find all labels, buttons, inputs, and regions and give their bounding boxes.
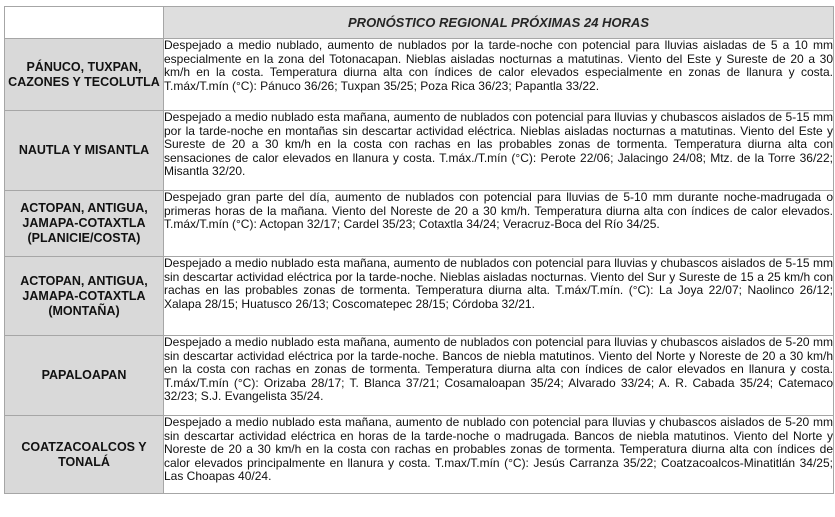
region-forecast: Despejado gran parte del día, aumento de nublados con potencial para lluvias de 5-10 mm durante noche-madrugada o primeras horas de la mañana. Viento del Noreste de 20 a 30 km/h. Temperatura diurna alta con índices de calor elevados. T.máx/T.mín (°C): Actopan 32/17; Cardel 35/23; Cotaxtla 34/24; Veracruz-Boca del Río 34/25. xyxy=(164,191,834,257)
table-row xyxy=(5,111,834,191)
region-name: ACTOPAN, ANTIGUA, JAMAPA-COTAXTLA (MONTAÑA) xyxy=(5,257,164,336)
regional-forecast-table xyxy=(4,6,834,494)
table-row xyxy=(5,336,834,416)
header-corner-cell xyxy=(5,7,164,39)
region-name: PAPALOAPAN xyxy=(5,336,164,416)
region-forecast: Despejado a medio nublado, aumento de nublados por la tarde-noche con potencial para lluvias aisladas de 5 a 10 mm especialmente en la zona del Totonacapan. Nieblas aisladas nocturnas a matutinas. Viento del Este y Sureste de 20 a 30 km/h en la costa. Temperatura diurna alta con índices de calor elevados especialmente en zonas de llanura y costa. T.máx/T.mín (°C): Pánuco 36/26; Tuxpan 35/25; Poza Rica 36/23; Papantla 33/22. xyxy=(164,39,834,111)
region-name: COATZACOALCOS Y TONALÁ xyxy=(5,416,164,494)
table-row xyxy=(5,257,834,336)
region-name: ACTOPAN, ANTIGUA, JAMAPA-COTAXTLA (PLANICIE/COSTA) xyxy=(5,191,164,257)
forecast-title: PRONÓSTICO REGIONAL PRÓXIMAS 24 HORAS xyxy=(164,7,834,39)
region-forecast: Despejado a medio nublado esta mañana, aumento de nublado con potencial para lluvias y chubascos aislados de 5-20 mm sin descartar actividad eléctrica en horas de la tarde-noche o madrugada. Bancos de niebla matutinos. Viento del Norte y Noreste de 20 a 30 km/h en la costa con rachas en probables zonas de tormenta. Temperatura diurna alta con índices de calor elevados principalmente en llanura y costa. T.max/T.mín (°C): Jesús Carranza 35/22; Coatzacoalcos-Minatitlán 34/25; Las Choapas 40/24. xyxy=(164,416,834,494)
region-name: PÁNUCO, TUXPAN, CAZONES Y TECOLUTLA xyxy=(5,39,164,111)
region-forecast: Despejado a medio nublado esta mañana, aumento de nublados con potencial para lluvias y chubascos aislados de 5-15 mm por la tarde-noche en montañas sin descartar actividad eléctrica. Nieblas aisladas nocturnas a matutinas. Viento del Este y Sureste de 20 a 30 km/h en la costa con rachas en las probables zonas de tormenta. Temperatura diurna alta con sensaciones de calor elevados en llanura y costa. T.máx./T.mín (°C): Perote 22/06; Jalacingo 24/08; Mtz. de la Torre 36/22; Misantla 32/20. xyxy=(164,111,834,191)
region-forecast: Despejado a medio nublado esta mañana, aumento de nublados con potencial para lluvias y chubascos aislados de 5-20 mm sin descartar actividad eléctrica por la tarde-noche. Bancos de niebla matutinos. Viento del Norte y Noreste de 20 a 30 km/h en la costa con rachas en zonas de tormenta. Temperatura diurna alta con índices de calor elevados en llanura y costa. T.máx/T.mín (°C): Orizaba 28/17; T. Blanca 37/21; Cosamaloapan 35/24; Alvarado 33/24; A. R. Cabada 35/24; Catemaco 32/23; S.J. Evangelista 35/24. xyxy=(164,336,834,416)
table-header-row xyxy=(5,7,834,39)
table-row xyxy=(5,39,834,111)
region-forecast: Despejado a medio nublado esta mañana, aumento de nublados con potencial para lluvias y chubascos aislados de 5-15 mm sin descartar actividad eléctrica por la tarde-noche. Nieblas aisladas nocturnas. Viento del Sur y Sureste de 15 a 25 km/h con rachas en las probables zonas de tormenta. Temperatura diurna alta. T.máx/T.mín. (°C): La Joya 22/07; Naolinco 26/12; Xalapa 28/15; Huatusco 26/13; Coscomatepec 28/15; Córdoba 32/21. xyxy=(164,257,834,336)
region-name: NAUTLA Y MISANTLA xyxy=(5,111,164,191)
table-row xyxy=(5,191,834,257)
table-row xyxy=(5,416,834,494)
